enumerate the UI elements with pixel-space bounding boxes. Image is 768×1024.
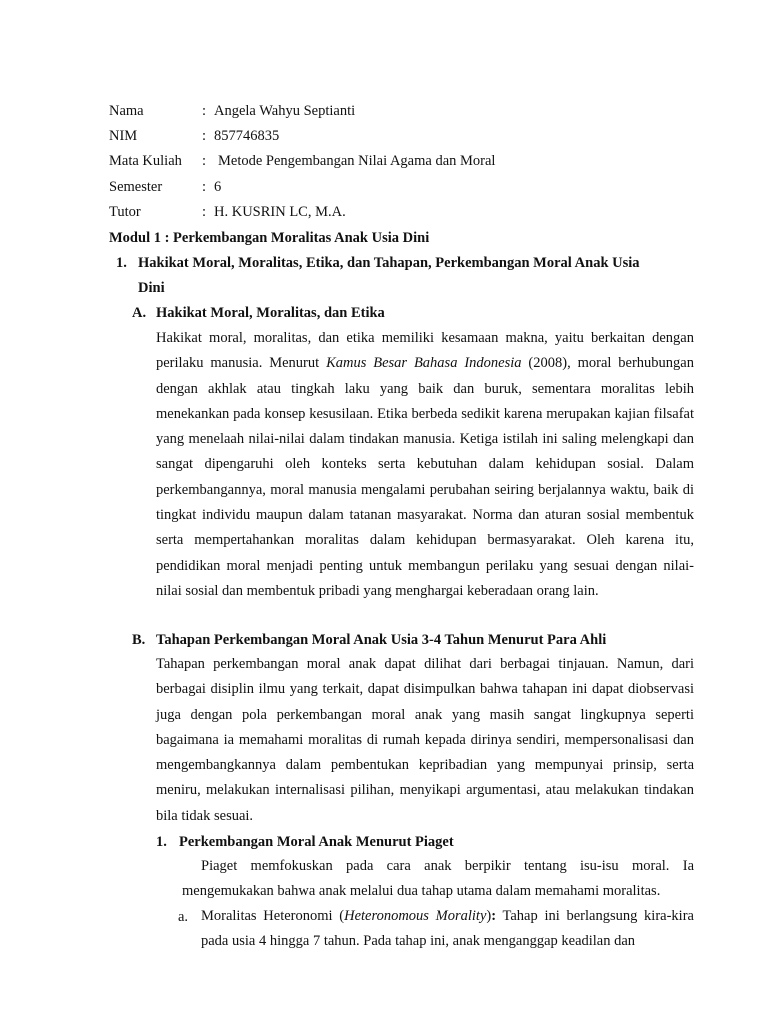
item-text: Tahap ini berlangsung kira-kira pada usia 4 hingga 7 tahun. Pada tahap ini, anak menganggap keadilan dan (201, 908, 694, 950)
subsection-1-paragraph: Piaget memfokuskan pada cara anak berpikir tentang isu-isu moral. Ia mengemukakan bahwa anak melalui dua tahap utama dalam memahami moralitas. (182, 858, 694, 900)
field-label: Semester (109, 179, 163, 195)
item-text: ) (486, 908, 492, 924)
item-text: Moralitas Heteronomi ( (201, 908, 345, 924)
item-emphasis: Heteronomous Morality (344, 908, 487, 924)
module-title: Modul 1 : Perkembangan Moralitas Anak Usia Dini (109, 230, 430, 246)
section-a-title: Hakikat Moral, Moralitas, dan Etika (156, 305, 385, 321)
section-a-paragraph (156, 326, 694, 604)
subsection-1-number: 1. (156, 834, 167, 850)
field-value: H. KUSRIN LC, M.A. (214, 204, 346, 220)
field-label: NIM (109, 128, 138, 144)
field-colon: : (202, 128, 207, 144)
para-text: Hakikat moral, moralitas, dan etika memiliki kesamaan makna, yaitu berkaitan dengan perilaku manusia. Menurut (156, 330, 694, 372)
field-label: Tutor (109, 204, 141, 220)
field-value: Metode Pengembangan Nilai Agama dan Moral (218, 153, 496, 169)
section-a-letter: A. (132, 305, 147, 321)
section-1-title-cont: Dini (138, 280, 165, 296)
item-colon: : (491, 908, 497, 924)
field-colon: : (202, 153, 207, 169)
para-text: (2008), moral berhubungan dengan akhlak atau tingkah laku yang baik dan buruk, sementara moralitas lebih menekankan pada konsep kesusilaan. Etika berbeda sedikit karena merupakan kajian filsafat yang menelaah nilai-nilai dalam tindakan manusia. Ketiga istilah ini saling melengkapi dan sangat dipengaruhi oleh konteks serta kebutuhan dalam kehidupan sosial. Dalam perkembangannya, moral manusia mengalami perubahan seiring berjalannya waktu, baik di tingkat individu maupun dalam tatanan masyarakat. Norma dan aturan sosial membentuk serta mempertahankan moralitas dalam kehidupan bermasyarakat. Oleh karena itu, pendidikan moral menjadi penting untuk membangun perilaku yang sesuai dengan nilai-nilai sosial dan membentuk pribadi yang menghargai keberadaan orang lain. (156, 355, 694, 599)
field-label: Nama (109, 103, 144, 119)
field-value: 857746835 (214, 128, 280, 144)
item-a-letter: a. (178, 909, 189, 925)
field-label: Mata Kuliah (109, 153, 182, 169)
subsection-1-title: Perkembangan Moral Anak Menurut Piaget (179, 834, 454, 850)
field-value: Angela Wahyu Septianti (214, 103, 356, 119)
field-value: 6 (214, 179, 222, 195)
item-a-paragraph (201, 904, 694, 955)
section-b-title: Tahapan Perkembangan Moral Anak Usia 3-4 Tahun Menurut Para Ahli (156, 632, 607, 648)
field-colon: : (202, 103, 207, 119)
section-b-letter: B. (132, 632, 146, 648)
field-colon: : (202, 179, 207, 195)
para-emphasis: Kamus Besar Bahasa Indonesia (326, 355, 522, 372)
section-b-paragraph: Tahapan perkembangan moral anak dapat dilihat dari berbagai tinjauan. Namun, dari berbagai disiplin ilmu yang terkait, dapat disimpulkan bahwa tahapan ini dapat diobservasi juga dengan pola perkembangan moral anak yang masih sangat lingkupnya seperti bagaimana ia memahami moralitas di rumah kepada dirinya sendiri, mempersonalisasi dan mengembangkannya dalam pembentukan kepribadian yang mempunyai prinsip, serta meniru, melakukan internalisasi pilihan, menyikapi argumentasi, atau melakukan tindakan bila tidak sesuai. (156, 656, 694, 824)
section-1-number: 1. (116, 255, 127, 271)
section-1-title: Hakikat Moral, Moralitas, Etika, dan Tahapan, Perkembangan Moral Anak Usia (138, 255, 640, 271)
field-colon: : (202, 204, 207, 220)
